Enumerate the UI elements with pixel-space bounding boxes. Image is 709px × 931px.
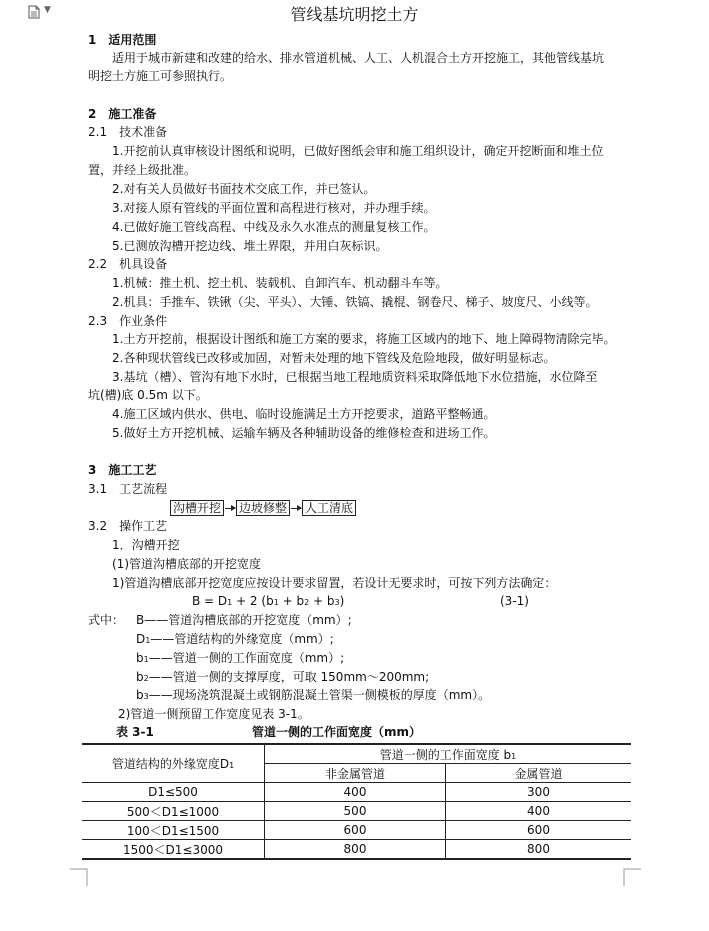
paragraph: 明挖土方施工可参照执行。 — [88, 69, 233, 83]
section-3-heading: 3 施工工艺 — [88, 463, 157, 477]
list-item: 3.基坑（槽）、管沟有地下水时，已根据当地工程地质资料采取降低地下水位措施，水位降至 — [112, 370, 598, 384]
flow-step: 人工清底 — [302, 500, 356, 516]
table-label: 表 3-1 — [116, 725, 154, 739]
arrow-right-icon — [225, 508, 235, 509]
variable-definition: b2——管道一侧的支撑厚度，可取 150mm～200mm; — [136, 670, 430, 684]
process-flow — [170, 500, 356, 516]
subsection-heading: 2.1 技术准备 — [88, 125, 168, 139]
list-item: 2.各种现状管线已改移或加固，对暂未处理的地下管线及危险地段，做好明显标志。 — [112, 351, 556, 365]
table-row — [82, 783, 631, 802]
table-row — [82, 840, 631, 860]
table-cell: 500＜D1≤1000 — [82, 802, 265, 821]
list-item: 4.已做好施工管线高程、中线及永久水准点的测量复核工作。 — [112, 220, 436, 234]
subsection-heading: 3.2 操作工艺 — [88, 519, 168, 533]
table-cell: 400 — [446, 802, 632, 821]
table-header-row — [82, 744, 631, 764]
section-2-heading: 2 施工准备 — [88, 107, 157, 121]
table-cell: D1≤500 — [82, 783, 265, 802]
list-item: 3.对接人原有管线的平面位置和高程进行核对，并办理手续。 — [112, 201, 436, 215]
table-header-cell: 非金属管道 — [265, 764, 446, 783]
table-cell: 800 — [265, 840, 446, 860]
arrow-right-icon — [291, 508, 301, 509]
where-label: 式中： — [88, 613, 125, 627]
flow-step: 沟槽开挖 — [170, 500, 224, 516]
formula-number: (3-1) — [500, 594, 529, 608]
table-cell: 600 — [265, 821, 446, 840]
formula: B = D1 + 2 (b1 + b2 + b3) — [192, 594, 345, 608]
list-item: 2.机具：手推车、铁锹（尖、平头）、大锤、铁镐、撬棍、钢卷尺、梯子、坡度尺、小线等。 — [112, 295, 598, 309]
flow-step: 边坡修整 — [236, 500, 290, 516]
variable-definition: D1——管道结构的外缘宽度（mm）; — [136, 632, 334, 646]
variable-definition: B——管道沟槽底部的开挖宽度（mm）; — [136, 613, 352, 627]
table-cell: 400 — [265, 783, 446, 802]
subsection-heading: 2.3 作业条件 — [88, 314, 168, 328]
paragraph: 适用于城市新建和改建的给水、排水管道机械、人工、人机混合土方开挖施工，其他管线基坑 — [112, 51, 605, 65]
page-corner-mark — [70, 868, 88, 886]
list-item: 置，并经上级批准。 — [88, 163, 197, 177]
table-header-cell: 管道一侧的工作面宽度 b1 — [265, 744, 632, 764]
page-corner-mark — [623, 868, 641, 886]
table-cell: 800 — [446, 840, 632, 860]
list-item: 2.对有关人员做好书面技术交底工作，并已签认。 — [112, 182, 376, 196]
table-cell: 600 — [446, 821, 632, 840]
table-header-cell: 金属管道 — [446, 764, 632, 783]
chevron-down-icon[interactable]: ▼ — [44, 5, 51, 15]
table-caption: 管道一侧的工作面宽度（mm） — [252, 725, 422, 739]
document-title: 管线基坑明挖土方 — [290, 5, 419, 24]
paragraph: 1．沟槽开挖 — [112, 538, 180, 552]
work-width-table — [82, 743, 631, 860]
variable-definition: b3——现场浇筑混凝土或钢筋混凝土管渠一侧模板的厚度（mm）。 — [136, 688, 491, 702]
list-item: 1.土方开挖前，根据设计图纸和施工方案的要求，将施工区域内的地下、地上障碍物清除完毕。 — [112, 332, 616, 346]
table-header-cell: 管道结构的外缘宽度D1 — [82, 744, 265, 783]
paragraph: (1)管道沟槽底部的开挖宽度 — [112, 557, 261, 571]
table-cell: 1500＜D1≤3000 — [82, 840, 265, 860]
table-row — [82, 802, 631, 821]
subsection-heading: 3.1 工艺流程 — [88, 482, 168, 496]
section-1-heading: 1 适用范围 — [88, 33, 157, 47]
list-item: 坑(槽)底 0.5m 以下。 — [88, 388, 208, 402]
table-cell: 100＜D1≤1500 — [82, 821, 265, 840]
paragraph: 1)管道沟槽底部开挖宽度应按设计要求留置，若设计无要求时，可按下列方法确定： — [112, 576, 557, 590]
table-cell: 500 — [265, 802, 446, 821]
subsection-heading: 2.2 机具设备 — [88, 257, 168, 271]
table-row — [82, 821, 631, 840]
list-item: 5.已测放沟槽开挖边线、堆土界限，并用白灰标识。 — [112, 239, 388, 253]
variable-definition: b1——管道一侧的工作面宽度（mm）; — [136, 651, 345, 665]
list-item: 4.施工区域内供水、供电、临时设施满足土方开挖要求，道路平整畅通。 — [112, 407, 496, 421]
paragraph: 2)管道一侧预留工作宽度见表 3-1。 — [118, 707, 310, 721]
list-item: 1.机械：推土机、挖土机、装载机、自卸汽车、机动翻斗车等。 — [112, 276, 448, 290]
list-item: 1.开挖前认真审核设计图纸和说明，已做好图纸会审和施工组织设计，确定开挖断面和堆土位 — [112, 144, 604, 158]
list-item: 5.做好土方开挖机械、运输车辆及各种辅助设备的维修检查和进场工作。 — [112, 426, 496, 440]
table-cell: 300 — [446, 783, 632, 802]
